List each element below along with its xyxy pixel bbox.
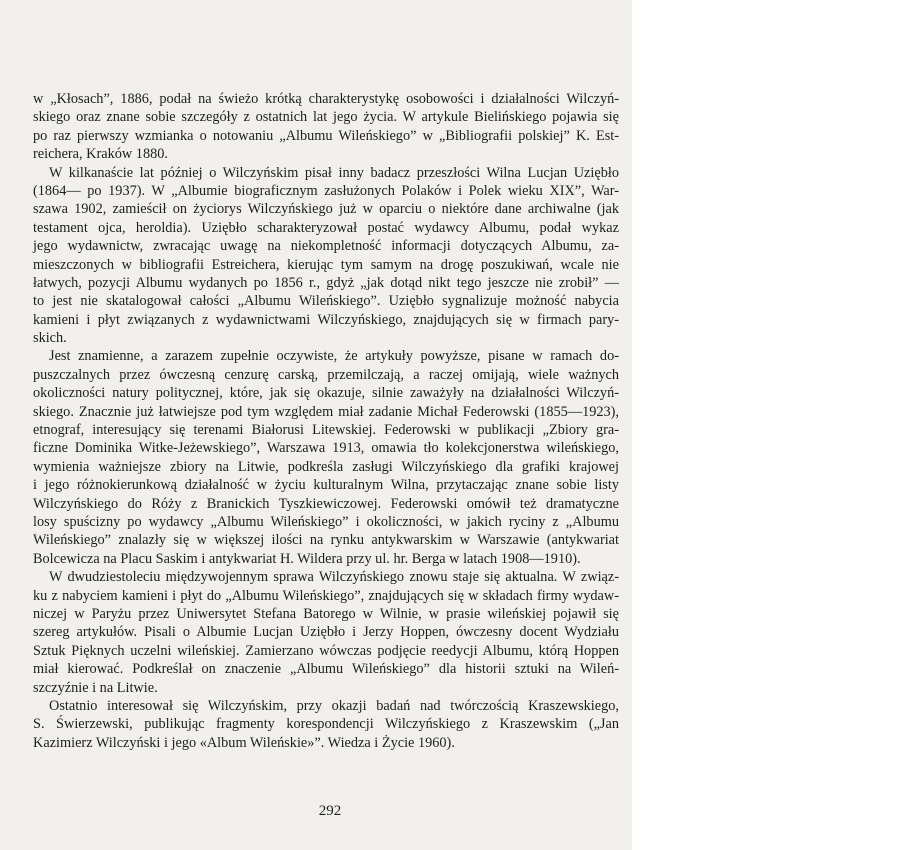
text-line: skiego oraz znane sobie szczegóły z ostatnich lat jego życia. W artykule Bielińskiego pojawia się xyxy=(33,109,619,126)
text-line: szereg artykułów. Pisali o Albumie Lucjan Uziębło i Jerzy Hoppen, ówczesny docent Wydziału xyxy=(33,624,619,641)
text-line: S. Świerzewski, publikując fragmenty korespondencji Wilczyńskiego z Kraszewskim („Jan xyxy=(33,716,619,733)
text-line: wymienia ważniejsze zbiory na Litwie, podkreśla zasługi Wilczyńskiego dla grafiki krajowej xyxy=(33,458,619,475)
text-line: ficzne Dominika Witke-Jeżewskiego”, Warszawa 1913, omawia tło kolekcjonerstwa wileńskiego, xyxy=(33,440,619,457)
text-line: szczyźnie i na Litwie. xyxy=(33,679,158,696)
text-line: kamieni i płyt związanych z wydawnictwami Wilczyńskiego, znajdujących się w firmach pary- xyxy=(33,311,619,328)
paragraph xyxy=(33,568,619,697)
paragraph xyxy=(33,347,619,568)
text-line: testament ojca, heroldia). Uziębło scharakteryzował postać wydawcy Albumu, podał wykaz xyxy=(33,219,619,236)
text-line: Kazimierz Wilczyński i jego «Album Wileńskie»”. Wiedza i Życie 1960). xyxy=(33,734,455,751)
paragraph xyxy=(33,697,619,752)
text-line: losy spuścizny po wydawcy „Albumu Wileńskiego” i okoliczności, w jakich ryciny z „Albumu xyxy=(33,513,619,530)
text-line: (1864— po 1937). W „Albumie biograficznym zasłużonych Polaków i Polek wieku XIX”, War- xyxy=(33,182,619,199)
text-line: to jest nie skatalogował całości „Albumu Wileńskiego”. Uziębło sygnalizuje możność nabycia xyxy=(33,293,619,310)
text-line: miał kierować. Podkreślał on znaczenie „Albumu Wileńskiego” dla historii sztuki na Wileń- xyxy=(33,661,619,678)
text-line: mieszczonych w bibliografii Estreichera, kierując tym samym na drogę poszukiwań, wcale nie xyxy=(33,256,619,273)
text-line: Wilczyńskiego do Róży z Branickich Tyszkiewiczowej. Federowski omówił też dramatyczne xyxy=(33,495,619,512)
text-line: reichera, Kraków 1880. xyxy=(33,146,168,163)
text-line: Ostatnio interesował się Wilczyńskim, przy okazji badań nad twórczością Kraszewskiego, xyxy=(49,697,619,714)
text-line: Bolcewicza na Placu Saskim i antykwariat H. Wildera przy ul. hr. Berga w latach 1908—1910). xyxy=(33,550,581,567)
text-line: Sztuk Pięknych uczelni wileńskiej. Zamierzano wówczas podjęcie reedycji Albumu, którą Hoppen xyxy=(33,642,619,659)
text-line: niczej w Paryżu przez Uniwersytet Stefana Batorego w Wilnie, w prasie wileńskiej pojawił się xyxy=(33,605,619,622)
text-line: szawa 1902, zamieścił on życiorys Wilczyńskiego już w oparciu o niektóre dane archiwalne (jak xyxy=(33,201,619,218)
page-number: 292 xyxy=(318,803,342,819)
text-line: W dwudziestoleciu międzywojennym sprawa Wilczyńskiego znowu staje się aktualna. W związ- xyxy=(49,569,619,586)
text-line: Wileńskiego” znalazły się w większej ilości na rynku antykwarskim w Warszawie (antykwariat xyxy=(33,532,619,549)
body-text xyxy=(33,90,619,752)
text-line: po raz pierwszy wzmianka o notowaniu „Albumu Wileńskiego” w „Bibliografii polskiej” K. Est- xyxy=(33,127,619,144)
text-line: ku z nabyciem kamieni i płyt do „Albumu Wileńskiego”, znajdujących się w składach firmy wydaw- xyxy=(33,587,619,604)
text-line: skich. xyxy=(33,330,67,347)
text-line: i jego różnokierunkową działalność w życiu kulturalnym Wilna, przytaczając znane sobie listy xyxy=(33,477,619,494)
text-line: puszczalnych przez ówczesną cenzurę carską, przemilczają, a raczej omijają, wiele ważnych xyxy=(33,366,619,383)
text-line: skiego. Znacznie już łatwiejsze pod tym względem miał zadanie Michał Federowski (1855—1923), xyxy=(33,403,619,420)
text-line: etnograf, interesujący się terenami Białorusi Litewskiej. Federowski w publikacji „Zbiory gra- xyxy=(33,422,619,439)
text-line: Jest znamienne, a zarazem zupełnie oczywiste, że artykuły powyższe, pisane w ramach do- xyxy=(49,348,619,365)
text-line: W kilkanaście lat później o Wilczyńskim pisał inny badacz przeszłości Wilna Lucjan Uziębło xyxy=(49,164,619,181)
text-line: łatwych, pozycji Albumu wydanych po 1856 r., gdyż „jak dotąd nikt tego jeszcze nie zrobił” — xyxy=(33,274,619,291)
text-line: jego wydawnictw, zwracając uwagę na niekompletność informacji dotyczących Albumu, za- xyxy=(33,238,619,255)
paragraph xyxy=(33,164,619,348)
paragraph xyxy=(33,90,619,164)
text-line: okoliczności natury politycznej, które, jak się okazuje, silnie zaważyły na działalności Wilczyń- xyxy=(33,385,619,402)
text-line: w „Kłosach”, 1886, podał na świeżo krótką charakterystykę osobowości i działalności Wilczyń- xyxy=(33,91,619,107)
